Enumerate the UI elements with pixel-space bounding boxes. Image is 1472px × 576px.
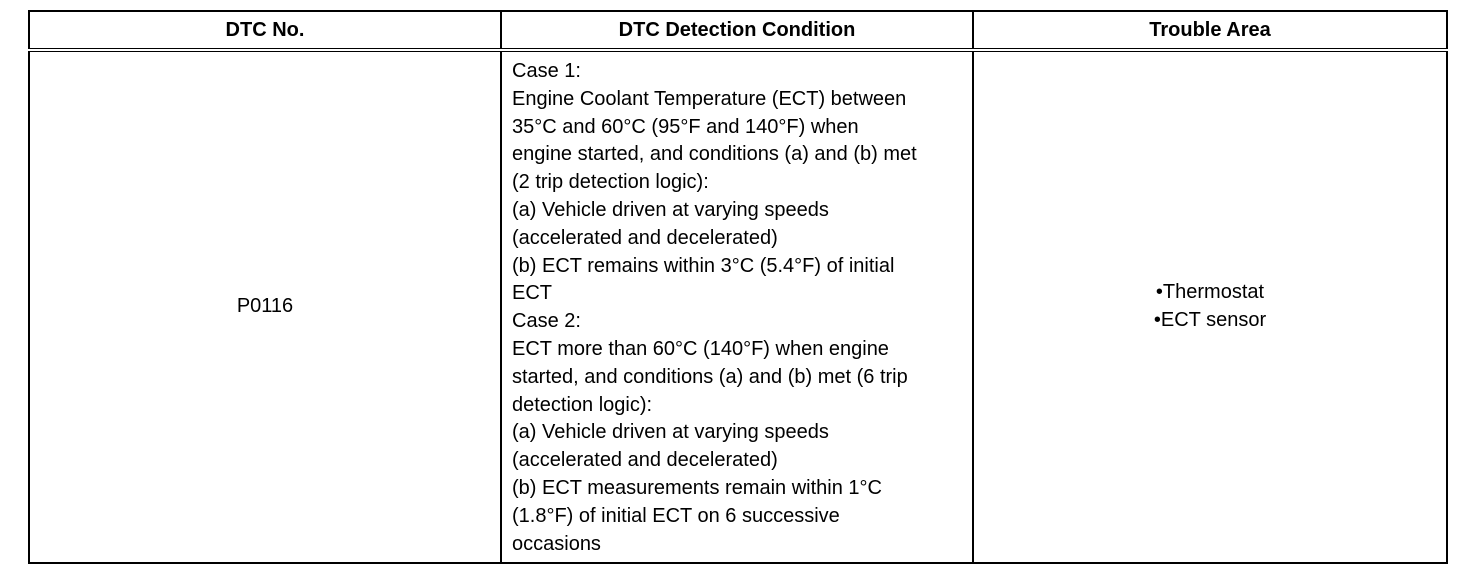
header-trouble-area: Trouble Area <box>973 11 1447 50</box>
condition-line: Case 2: <box>512 310 581 333</box>
condition-line: (2 trip detection logic): <box>512 171 709 194</box>
header-row <box>29 11 1447 50</box>
condition-line: (accelerated and decelerated) <box>512 226 778 249</box>
header-dtc-no: DTC No. <box>29 11 501 50</box>
dtc-number: P0116 <box>236 295 294 318</box>
condition-line: 35°C and 60°C (95°F and 140°F) when <box>512 115 859 138</box>
condition-line: (a) Vehicle driven at varying speeds <box>512 421 829 444</box>
trouble-area-item: •ECT sensor <box>1153 309 1267 332</box>
table-header <box>29 11 1447 50</box>
detection-condition-cell <box>501 50 973 563</box>
condition-line: detection logic): <box>512 393 653 416</box>
dtc-table <box>28 10 1448 564</box>
condition-line: (accelerated and decelerated) <box>512 449 778 472</box>
condition-line: (b) ECT measurements remain within 1°C <box>512 476 882 499</box>
table-row <box>29 50 1447 563</box>
condition-line: engine started, and conditions (a) and (b) met <box>512 143 917 166</box>
condition-line: (b) ECT remains within 3°C (5.4°F) of initial <box>512 254 895 277</box>
condition-line: ECT <box>512 282 552 305</box>
condition-line: ECT more than 60°C (140°F) when engine <box>512 337 889 360</box>
table-body <box>29 50 1447 563</box>
trouble-area-cell <box>973 50 1447 563</box>
condition-line: started, and conditions (a) and (b) met (6 trip <box>512 365 908 388</box>
header-detection-condition: DTC Detection Condition <box>501 11 973 50</box>
condition-line: Case 1: <box>512 60 581 82</box>
condition-line: (1.8°F) of initial ECT on 6 successive <box>512 504 840 527</box>
dtc-number-cell <box>29 50 501 563</box>
condition-line: (a) Vehicle driven at varying speeds <box>512 198 829 221</box>
condition-line: occasions <box>512 532 601 555</box>
condition-line: Engine Coolant Temperature (ECT) between <box>512 87 907 110</box>
trouble-area-item: •Thermostat <box>1155 281 1265 304</box>
